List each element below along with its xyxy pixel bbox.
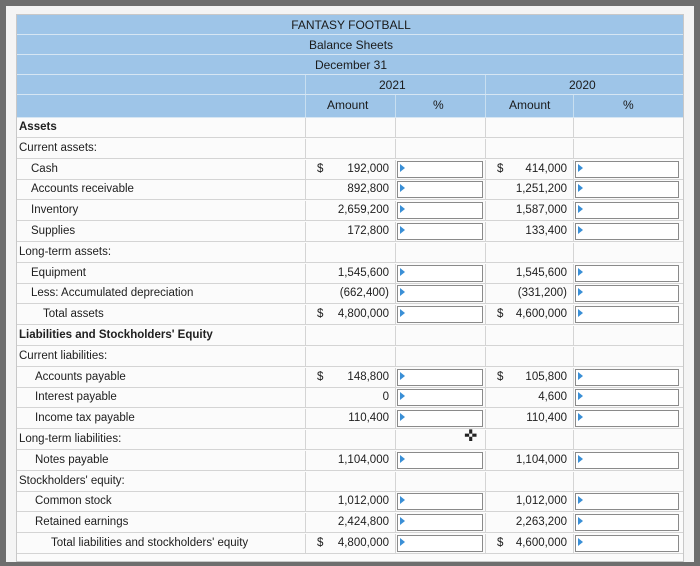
input-flag-icon [400, 496, 405, 504]
amount-current: 1,012,000 [337, 495, 389, 508]
table-row [17, 284, 683, 304]
percent-input-current[interactable] [397, 369, 483, 386]
row-label: Income tax payable [35, 412, 135, 425]
dollar-sign-current: $ [317, 370, 324, 383]
amount-prior: 1,251,200 [515, 183, 567, 196]
table-row [17, 118, 683, 138]
percent-input-prior[interactable] [575, 223, 679, 240]
input-flag-icon [578, 372, 583, 380]
row-label: Total liabilities and stockholders' equity [51, 537, 249, 549]
row-label: Cash [31, 162, 58, 175]
percent-input-current[interactable] [397, 181, 483, 198]
col-amount-current: Amount [327, 98, 369, 112]
percent-input-prior[interactable] [575, 410, 679, 427]
table-row [17, 492, 683, 512]
input-flag-icon [400, 268, 405, 276]
table-row [17, 305, 683, 325]
percent-input-current[interactable] [397, 389, 483, 406]
amount-current: 172,800 [347, 225, 389, 237]
col-percent-current: % [433, 98, 444, 112]
input-flag-icon [578, 309, 583, 317]
amount-prior: 4,600,000 [515, 537, 567, 549]
amount-current: (662,400) [339, 287, 389, 300]
row-label: Accounts receivable [31, 183, 134, 196]
row-label: Less: Accumulated depreciation [31, 287, 194, 300]
table-row [17, 180, 683, 200]
percent-input-prior[interactable] [575, 369, 679, 386]
amount-prior: 4,600,000 [515, 308, 567, 321]
input-flag-icon [578, 205, 583, 213]
percent-input-current[interactable] [397, 265, 483, 282]
row-label: Long-term assets: [19, 245, 112, 258]
amount-prior: (331,200) [517, 287, 567, 300]
table-row [17, 201, 683, 221]
percent-input-prior[interactable] [575, 514, 679, 531]
amount-current: 2,659,200 [337, 204, 389, 217]
table-row [17, 409, 683, 429]
dollar-sign-prior: $ [497, 370, 504, 383]
amount-prior: 414,000 [525, 162, 567, 175]
year-current-label: 2021 [379, 78, 406, 92]
header-company-row [17, 15, 683, 35]
dollar-sign-prior: $ [497, 308, 504, 321]
row-label: Interest payable [35, 391, 117, 404]
percent-input-current[interactable] [397, 285, 483, 302]
input-flag-icon [400, 538, 405, 546]
percent-input-current[interactable] [397, 202, 483, 219]
input-flag-icon [400, 517, 405, 525]
row-label: Stockholders' equity: [19, 474, 125, 487]
table-row [17, 160, 683, 180]
table-row [17, 264, 683, 284]
table-row [17, 368, 683, 388]
amount-prior: 2,263,200 [515, 516, 567, 529]
input-flag-icon [578, 288, 583, 296]
table-row [17, 472, 683, 492]
percent-input-prior[interactable] [575, 161, 679, 178]
input-flag-icon [578, 184, 583, 192]
header-year-row [17, 75, 683, 95]
amount-prior: 4,600 [538, 391, 567, 404]
input-flag-icon [400, 309, 405, 317]
input-flag-icon [400, 184, 405, 192]
row-label: Notes payable [35, 453, 109, 466]
header-date-row [17, 55, 683, 75]
move-cursor-icon: ✜ [464, 428, 478, 445]
row-label: Liabilities and Stockholders' Equity [19, 329, 213, 341]
input-flag-icon [400, 164, 405, 172]
header-columns-row [17, 95, 683, 118]
input-flag-icon [400, 205, 405, 213]
row-label: Common stock [35, 495, 112, 508]
percent-input-current[interactable] [397, 452, 483, 469]
amount-current: 4,800,000 [337, 308, 389, 321]
percent-input-current[interactable] [397, 514, 483, 531]
table-row [17, 243, 683, 263]
col-percent-prior: % [623, 98, 634, 112]
statement-title: Balance Sheets [308, 38, 394, 52]
percent-input-current[interactable] [397, 223, 483, 240]
percent-input-prior[interactable] [575, 202, 679, 219]
dollar-sign-prior: $ [497, 162, 504, 175]
input-flag-icon [578, 164, 583, 172]
input-flag-icon [400, 288, 405, 296]
row-label: Current assets: [19, 141, 97, 154]
percent-input-current[interactable] [397, 161, 483, 178]
percent-input-prior[interactable] [575, 493, 679, 510]
amount-current: 192,000 [347, 162, 389, 175]
percent-input-prior[interactable] [575, 452, 679, 469]
percent-input-prior[interactable] [575, 306, 679, 323]
percent-input-current[interactable] [397, 535, 483, 552]
amount-prior: 105,800 [525, 370, 567, 383]
dollar-sign-current: $ [317, 537, 324, 549]
row-label: Supplies [31, 225, 76, 237]
table-row [17, 534, 683, 554]
percent-input-prior[interactable] [575, 535, 679, 552]
input-flag-icon [578, 496, 583, 504]
table-row [17, 347, 683, 367]
table-row [17, 222, 683, 242]
input-flag-icon [400, 392, 405, 400]
row-label: Assets [19, 121, 57, 133]
table-row [17, 326, 683, 346]
row-label: Total assets [43, 308, 104, 321]
amount-current: 0 [382, 391, 389, 404]
row-label: Retained earnings [35, 516, 129, 529]
amount-current: 110,400 [348, 412, 389, 425]
balance-sheet-worksheet [16, 14, 684, 562]
company-title: FANTASY FOOTBALL [291, 18, 411, 32]
percent-input-current[interactable] [397, 306, 483, 323]
percent-input-prior[interactable] [575, 285, 679, 302]
screenshot-background [6, 6, 694, 562]
col-amount-prior: Amount [509, 98, 551, 112]
input-flag-icon [400, 226, 405, 234]
amount-prior: 133,400 [525, 225, 567, 237]
amount-prior: 1,587,000 [515, 204, 567, 217]
percent-input-current[interactable] [397, 493, 483, 510]
input-flag-icon [578, 517, 583, 525]
input-flag-icon [578, 392, 583, 400]
dollar-sign-prior: $ [497, 537, 504, 549]
amount-current: 4,800,000 [337, 537, 389, 549]
percent-input-prior[interactable] [575, 265, 679, 282]
header-statement-row [17, 35, 683, 55]
amount-prior: 1,012,000 [515, 495, 567, 508]
dollar-sign-current: $ [317, 162, 324, 175]
input-flag-icon [578, 455, 583, 463]
table-row [17, 139, 683, 159]
input-flag-icon [400, 413, 405, 421]
percent-input-prior[interactable] [575, 389, 679, 406]
row-label: Inventory [31, 204, 79, 217]
row-label: Current liabilities: [19, 349, 108, 362]
table-row [17, 388, 683, 408]
row-label: Long-term liabilities: [19, 433, 122, 445]
table-row [17, 430, 683, 450]
input-flag-icon [578, 538, 583, 546]
row-label: Equipment [31, 266, 86, 279]
amount-current: 892,800 [347, 183, 389, 196]
input-flag-icon [400, 372, 405, 380]
input-flag-icon [578, 413, 583, 421]
amount-prior: 110,400 [526, 412, 567, 425]
year-prior-label: 2020 [569, 78, 596, 92]
input-flag-icon [578, 226, 583, 234]
dollar-sign-current: $ [317, 308, 324, 321]
amount-current: 2,424,800 [337, 516, 389, 529]
amount-prior: 1,545,600 [515, 266, 567, 279]
row-label: Accounts payable [35, 370, 126, 383]
amount-prior: 1,104,000 [515, 453, 567, 466]
input-flag-icon [578, 268, 583, 276]
amount-current: 1,545,600 [337, 266, 389, 279]
table-row [17, 451, 683, 471]
amount-current: 1,104,000 [337, 453, 389, 466]
percent-input-prior[interactable] [575, 181, 679, 198]
input-flag-icon [400, 455, 405, 463]
percent-input-current[interactable] [397, 410, 483, 427]
table-row [17, 513, 683, 533]
amount-current: 148,800 [347, 370, 389, 383]
statement-date: December 31 [314, 58, 388, 72]
